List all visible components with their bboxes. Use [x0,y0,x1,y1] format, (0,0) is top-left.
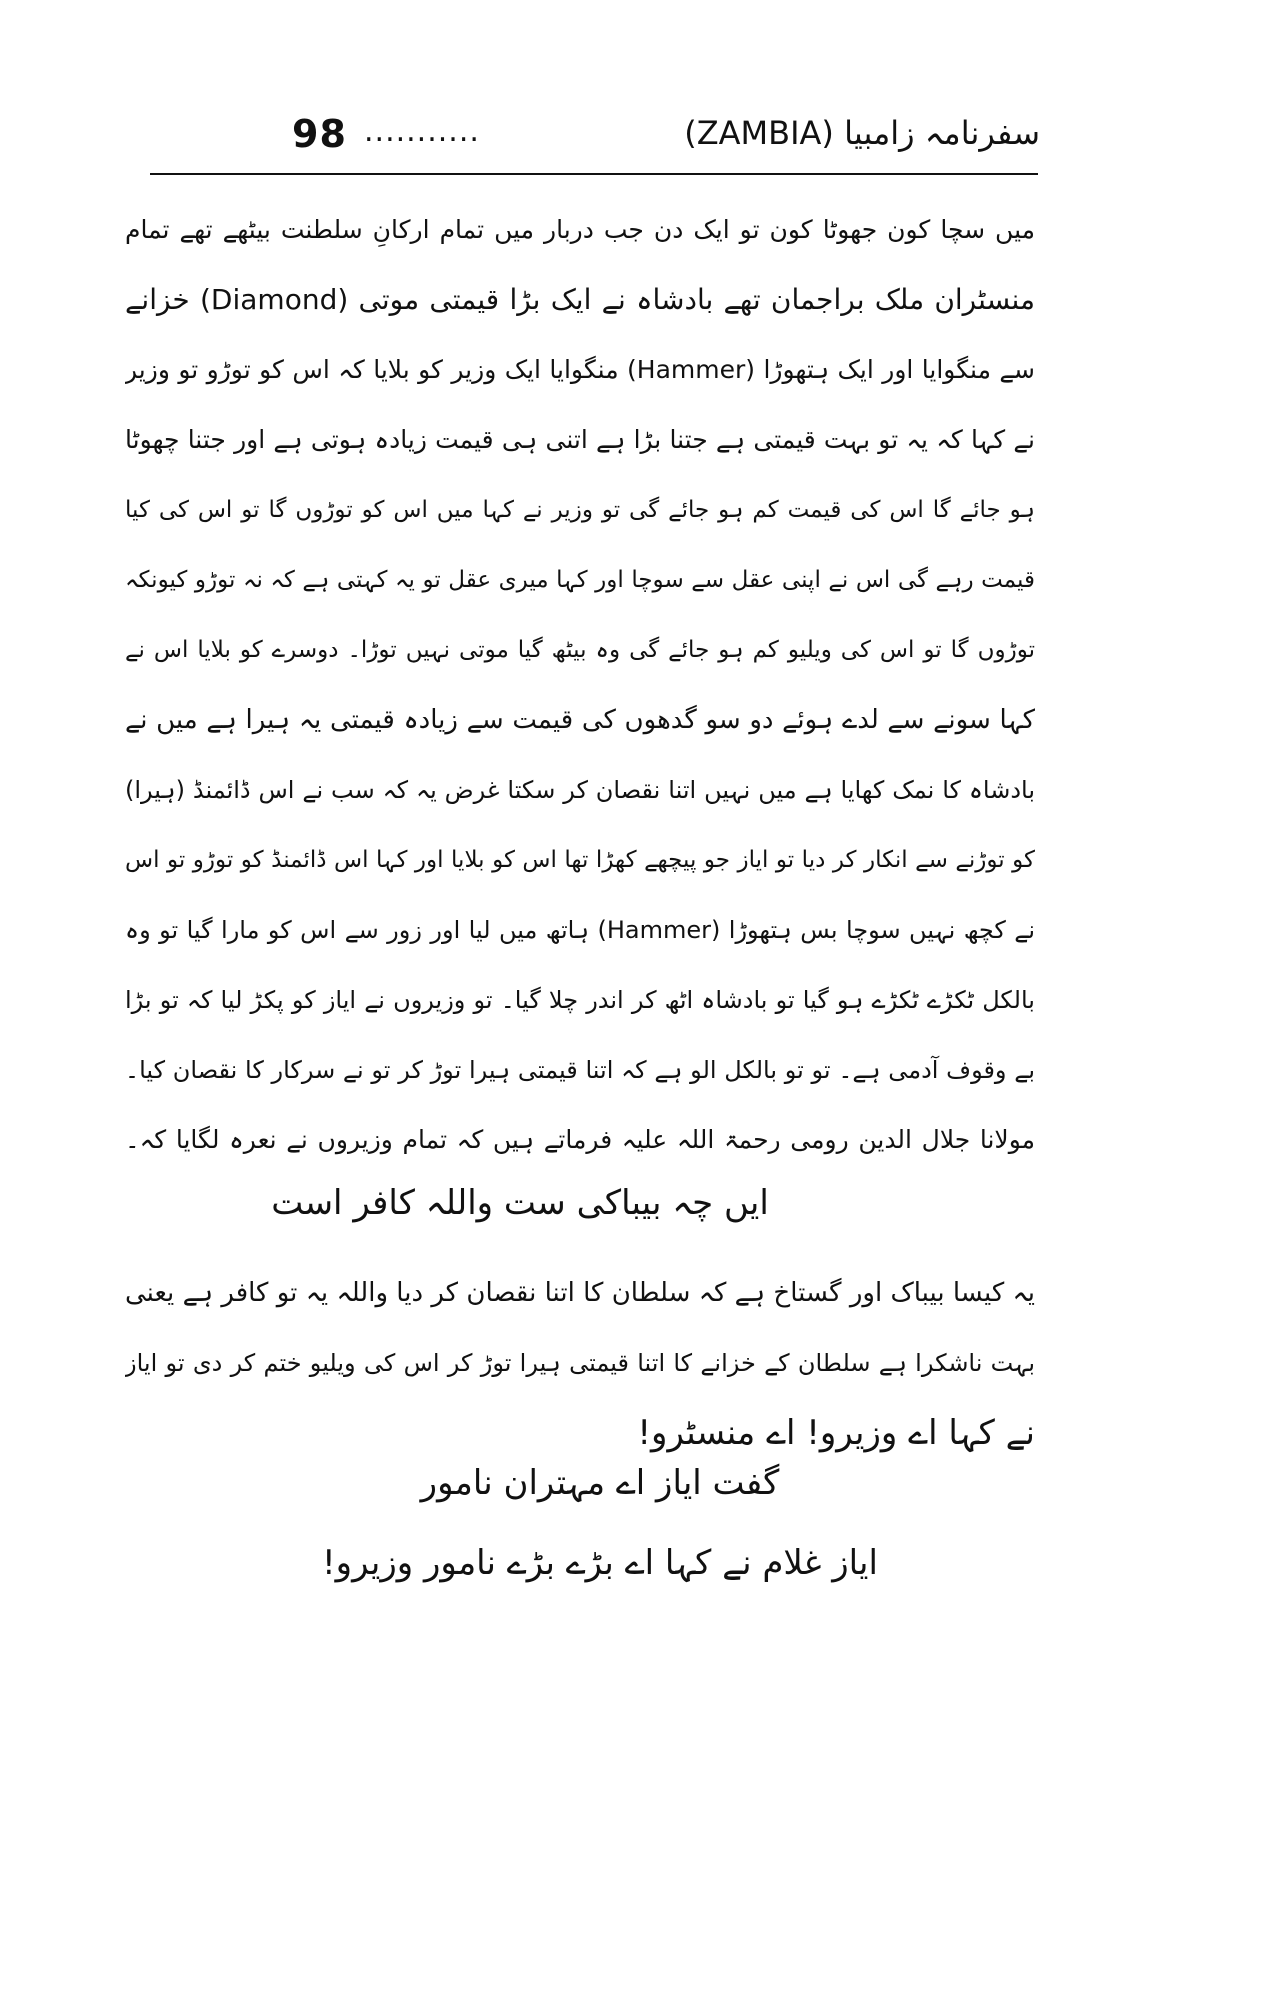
text-line: نے کچھ نہیں سوچا بس ہتھوڑا (Hammer) ہاتھ میں لیا اور زور سے اس کو مارا گیا تو وہ [125,916,1035,944]
text-line: توڑوں گا تو اس کی ویلیو کم ہو جائے گی وہ بیٹھ گیا موتی نہیں توڑا۔ دوسرے کو بلایا اس نے [125,637,1035,663]
text-line: بالکل ٹکڑے ٹکڑے ہو گیا تو بادشاہ اٹھ کر اندر چلا گیا۔ تو وزیروں نے ایاز کو پکڑ لیا کہ تو بڑا [125,986,1035,1014]
text-line: میں سچا کون جھوٹا کون تو ایک دن جب دربار میں تمام ارکانِ سلطنت بیٹھے تھے تمام [125,215,1035,244]
text-line: منسٹران ملک براجمان تھے بادشاہ نے ایک بڑا قیمتی موتی (Diamond) خزانے [125,283,1035,316]
text-line: نے کہا اے وزیرو! اے منسٹرو! [637,1413,1035,1453]
header-leader-dots: ........... [364,114,480,149]
verse-block-1 [125,1168,1035,1238]
page-header [152,100,1040,170]
header-divider [150,173,1038,175]
text-line: ہو جائے گا اس کی قیمت کم ہو جائے گی تو وزیر نے کہا میں اس کو توڑوں گا تو اس کی کیا [125,497,1035,523]
verse-block-3 [125,1528,1035,1598]
text-line: کہا سونے سے لدے ہوئے دو سو گدھوں کی قیمت سے زیادہ قیمتی یہ ہیرا ہے میں نے [125,705,1035,735]
text-line: بادشاہ کا نمک کھایا ہے میں نہیں اتنا نقصان کر سکتا غرض یہ کہ سب نے اس ڈائمنڈ (ہیرا) [125,776,1035,804]
text-line: بے وقوف آدمی ہے۔ تو تو بالکل الو ہے کہ اتنا قیمتی ہیرا توڑ کر تو نے سرکار کا نقصان کیا۔ [125,1056,1035,1084]
page-number: 98 [292,112,347,156]
body-text-continued [125,1258,1035,1468]
text-line: بہت ناشکرا ہے سلطان کے خزانے کا اتنا قیمتی ہیرا توڑ کر اس کی ویلیو ختم کر دی تو ایاز [125,1349,1035,1377]
body-text [125,195,1035,1175]
text-line: نے کہا کہ یہ تو بہت قیمتی ہے جتنا بڑا ہے اتنی ہی قیمت زیادہ ہوتی ہے اور جتنا چھوٹا [125,425,1035,454]
verse-block-2 [125,1448,1035,1518]
persian-verse: ایں چہ بیباکی ست واللہ کافر است [271,1183,769,1223]
text-line: یہ کیسا بیباک اور گستاخ ہے کہ سلطان کا اتنا نقصان کر دیا واللہ یہ تو کافر ہے یعنی [125,1278,1035,1308]
text-line: مولانا جلال الدین رومی رحمۃ اللہ علیہ فرماتے ہیں کہ تمام وزیروں نے نعرہ لگایا کہ۔ [125,1125,1035,1154]
book-title: سفرنامہ زامبیا (ZAMBIA) [684,114,1040,152]
text-line: سے منگوایا اور ایک ہتھوڑا (Hammer) منگوایا ایک وزیر کو بلایا کہ اس کو توڑو تو وزیر [125,355,1035,384]
text-line: کو توڑنے سے انکار کر دیا تو ایاز جو پیچھے کھڑا تھا اس کو بلایا اور کہا اس ڈائمنڈ کو توڑو تو اس [125,847,1035,873]
verse-translation: ایاز غلام نے کہا اے بڑے بڑے نامور وزیرو! [322,1543,878,1583]
persian-verse: گفت ایاز اے مہتران نامور [420,1463,780,1503]
text-line: قیمت رہے گی اس نے اپنی عقل سے سوچا اور کہا میری عقل تو یہ کہتی ہے کہ نہ توڑو کیونکہ [125,567,1035,593]
